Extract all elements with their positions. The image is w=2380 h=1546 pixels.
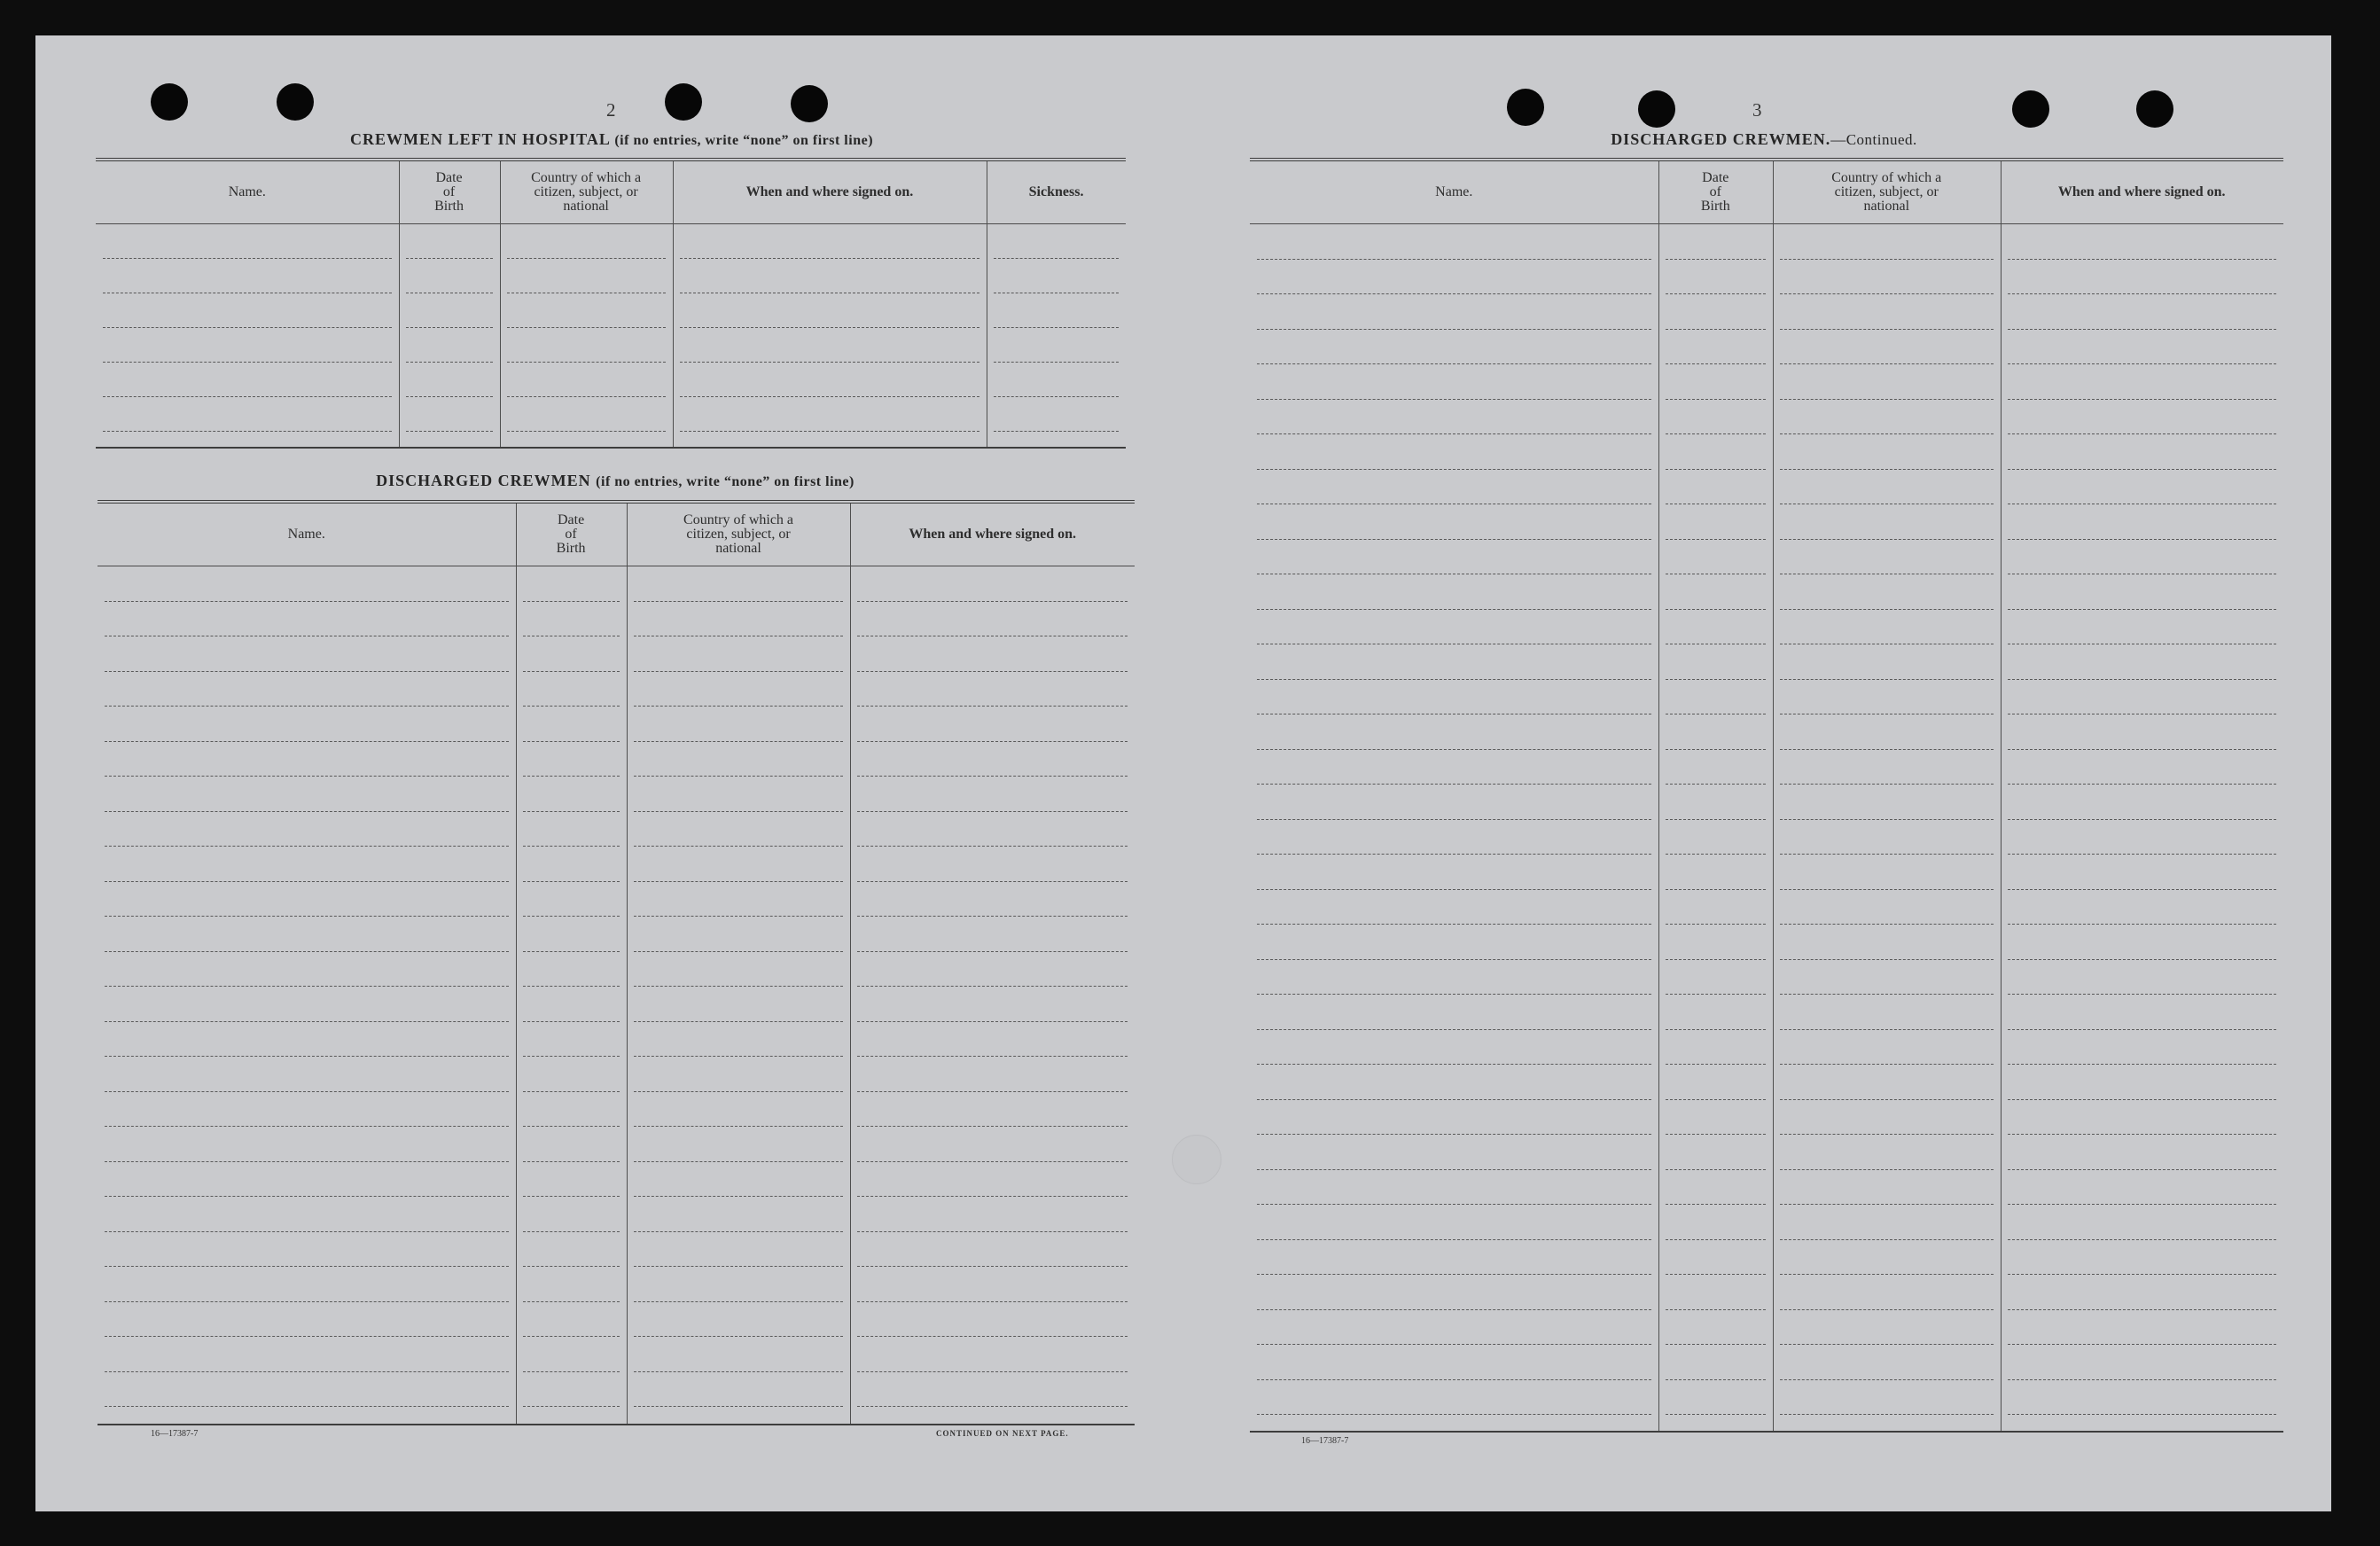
entry-line[interactable] <box>523 671 620 672</box>
entry-line[interactable] <box>1780 784 1994 785</box>
entry-line[interactable] <box>1257 399 1651 400</box>
entry-line[interactable] <box>2008 433 2276 434</box>
entry-line[interactable] <box>105 1021 509 1022</box>
entry-line[interactable] <box>1257 1309 1651 1310</box>
entry-line[interactable] <box>1257 1064 1651 1065</box>
entry-line[interactable] <box>857 951 1128 952</box>
entry-line[interactable] <box>105 741 509 742</box>
entry-line[interactable] <box>1257 1169 1651 1170</box>
entry-line[interactable] <box>523 1091 620 1092</box>
entry-line[interactable] <box>406 327 493 328</box>
entry-line[interactable] <box>857 811 1128 812</box>
entry-line[interactable] <box>507 362 666 363</box>
entry-line[interactable] <box>2008 1379 2276 1380</box>
entry-line[interactable] <box>1666 959 1766 960</box>
entry-line[interactable] <box>1257 469 1651 470</box>
column-header-signed: When and where signed on. <box>745 184 914 199</box>
document-sheet <box>35 35 2331 1511</box>
entry-line[interactable] <box>105 601 509 602</box>
entry-line[interactable] <box>2008 1064 2276 1065</box>
entry-line[interactable] <box>634 1301 844 1302</box>
entry-line[interactable] <box>523 1161 620 1162</box>
entry-line[interactable] <box>857 916 1128 917</box>
entry-line[interactable] <box>105 1091 509 1092</box>
entry-line[interactable] <box>1666 1274 1766 1275</box>
entry-line[interactable] <box>523 881 620 882</box>
column-divider <box>1773 161 1774 1431</box>
entry-line[interactable] <box>857 1231 1128 1232</box>
entry-line[interactable] <box>105 881 509 882</box>
column-header-country: Country of which a citizen, subject, or national <box>683 512 794 556</box>
column-divider <box>2001 161 2002 1431</box>
entry-line[interactable] <box>634 951 844 952</box>
entry-line[interactable] <box>857 601 1128 602</box>
entry-line[interactable] <box>105 846 509 847</box>
punch-hole <box>791 85 828 122</box>
entry-line[interactable] <box>680 431 979 432</box>
entry-line[interactable] <box>103 431 392 432</box>
discharged-continued-suffix: —Continued. <box>1830 131 1917 148</box>
entry-line[interactable] <box>1666 1099 1766 1100</box>
entry-line[interactable] <box>634 1126 844 1127</box>
entry-line[interactable] <box>1666 994 1766 995</box>
entry-line[interactable] <box>2008 1309 2276 1310</box>
entry-line[interactable] <box>634 1161 844 1162</box>
punch-hole <box>2012 90 2049 128</box>
discharged-title-instruction: (if no entries, write “none” on first line) <box>596 474 854 489</box>
entry-line[interactable] <box>1780 1169 1994 1170</box>
entry-line[interactable] <box>1666 1134 1766 1135</box>
entry-line[interactable] <box>523 601 620 602</box>
entry-line[interactable] <box>523 811 620 812</box>
discharged-continued-title <box>1365 130 2163 149</box>
entry-line[interactable] <box>857 1021 1128 1022</box>
entry-line[interactable] <box>1666 1204 1766 1205</box>
entry-line[interactable] <box>1780 1064 1994 1065</box>
entry-line[interactable] <box>1666 1169 1766 1170</box>
entry-line[interactable] <box>523 1196 620 1197</box>
entry-line[interactable] <box>105 1126 509 1127</box>
entry-line[interactable] <box>634 1336 844 1337</box>
entry-line[interactable] <box>406 431 493 432</box>
entry-line[interactable] <box>1666 293 1766 294</box>
entry-line[interactable] <box>1666 1379 1766 1380</box>
entry-line[interactable] <box>1666 679 1766 680</box>
entry-line[interactable] <box>1257 889 1651 890</box>
entry-line[interactable] <box>1257 293 1651 294</box>
hospital-section-title <box>124 130 1099 149</box>
entry-line[interactable] <box>103 362 392 363</box>
entry-line[interactable] <box>507 327 666 328</box>
entry-line[interactable] <box>523 1126 620 1127</box>
entry-line[interactable] <box>105 1196 509 1197</box>
entry-line[interactable] <box>2008 1239 2276 1240</box>
entry-line[interactable] <box>2008 1099 2276 1100</box>
entry-line[interactable] <box>507 396 666 397</box>
entry-line[interactable] <box>1780 819 1994 820</box>
entry-line[interactable] <box>2008 259 2276 260</box>
entry-line[interactable] <box>857 1371 1128 1372</box>
punch-hole <box>277 83 314 121</box>
punch-hole <box>665 83 702 121</box>
discharged-table <box>98 500 1135 1424</box>
hospital-title-instruction: (if no entries, write “none” on first line) <box>614 133 874 148</box>
entry-line[interactable] <box>634 1406 844 1407</box>
entry-line[interactable] <box>857 671 1128 672</box>
entry-line[interactable] <box>2008 293 2276 294</box>
entry-line[interactable] <box>1780 1239 1994 1240</box>
entry-line[interactable] <box>1780 959 1994 960</box>
entry-line[interactable] <box>2008 1029 2276 1030</box>
entry-line[interactable] <box>103 396 392 397</box>
column-header-country: Country of which a citizen, subject, or national <box>531 170 642 214</box>
entry-line[interactable] <box>1780 609 1994 610</box>
entry-line[interactable] <box>994 258 1119 259</box>
entry-line[interactable] <box>1780 259 1994 260</box>
entry-line[interactable] <box>857 1091 1128 1092</box>
faint-punch-mark <box>1172 1135 1221 1184</box>
hospital-title-text: CREWMEN LEFT IN HOSPITAL <box>349 130 610 148</box>
entry-line[interactable] <box>1780 924 1994 925</box>
entry-line[interactable] <box>857 1406 1128 1407</box>
entry-line[interactable] <box>507 258 666 259</box>
entry-line[interactable] <box>1666 889 1766 890</box>
entry-line[interactable] <box>634 846 844 847</box>
entry-line[interactable] <box>857 1196 1128 1197</box>
entry-line[interactable] <box>105 1406 509 1407</box>
entry-line[interactable] <box>105 986 509 987</box>
entry-line[interactable] <box>2008 609 2276 610</box>
entry-line[interactable] <box>523 776 620 777</box>
entry-line[interactable] <box>105 1161 509 1162</box>
entry-line[interactable] <box>1257 1029 1651 1030</box>
entry-line[interactable] <box>1666 399 1766 400</box>
entry-line[interactable] <box>1666 819 1766 820</box>
entry-line[interactable] <box>1780 1099 1994 1100</box>
column-header-dob: Date of Birth <box>556 512 586 556</box>
entry-line[interactable] <box>1257 1204 1651 1205</box>
entry-line[interactable] <box>634 811 844 812</box>
entry-line[interactable] <box>105 1231 509 1232</box>
entry-line[interactable] <box>1666 539 1766 540</box>
entry-line[interactable] <box>406 396 493 397</box>
entry-line[interactable] <box>523 1406 620 1407</box>
entry-line[interactable] <box>1780 854 1994 855</box>
entry-line[interactable] <box>634 916 844 917</box>
entry-line[interactable] <box>634 706 844 707</box>
entry-line[interactable] <box>634 1021 844 1022</box>
entry-line[interactable] <box>1780 363 1994 364</box>
entry-line[interactable] <box>2008 329 2276 330</box>
entry-line[interactable] <box>2008 924 2276 925</box>
entry-line[interactable] <box>523 706 620 707</box>
discharged-section-title <box>128 472 1103 490</box>
column-divider <box>516 504 517 1424</box>
entry-line[interactable] <box>634 601 844 602</box>
entry-line[interactable] <box>634 776 844 777</box>
entry-line[interactable] <box>994 327 1119 328</box>
entry-line[interactable] <box>1666 1309 1766 1310</box>
entry-line[interactable] <box>1257 924 1651 925</box>
entry-line[interactable] <box>1257 1239 1651 1240</box>
entry-line[interactable] <box>1666 609 1766 610</box>
entry-line[interactable] <box>1666 749 1766 750</box>
entry-line[interactable] <box>105 671 509 672</box>
entry-line[interactable] <box>680 258 979 259</box>
entry-line[interactable] <box>523 846 620 847</box>
entry-line[interactable] <box>1257 679 1651 680</box>
entry-line[interactable] <box>1780 1309 1994 1310</box>
entry-line[interactable] <box>1780 433 1994 434</box>
entry-line[interactable] <box>994 431 1119 432</box>
entry-line[interactable] <box>507 431 666 432</box>
entry-line[interactable] <box>2008 819 2276 820</box>
entry-line[interactable] <box>1257 959 1651 960</box>
column-divider <box>399 161 400 447</box>
column-header-signed: When and where signed on. <box>2057 184 2226 199</box>
punch-hole <box>151 83 188 121</box>
entry-line[interactable] <box>2008 749 2276 750</box>
page-number-right: 3 <box>1752 99 1762 121</box>
entry-line[interactable] <box>105 811 509 812</box>
entry-line[interactable] <box>1666 433 1766 434</box>
entry-line[interactable] <box>406 362 493 363</box>
table-bottom-rule <box>98 1424 1135 1425</box>
discharged-title-text: DISCHARGED CREWMEN <box>376 472 591 489</box>
entry-line[interactable] <box>523 1056 620 1057</box>
entry-line[interactable] <box>1666 1414 1766 1415</box>
entry-line[interactable] <box>2008 889 2276 890</box>
form-number-right: 16—17387-7 <box>1301 1436 1349 1446</box>
entry-line[interactable] <box>1257 819 1651 820</box>
punch-hole <box>1638 90 1675 128</box>
entry-line[interactable] <box>857 1126 1128 1127</box>
entry-line[interactable] <box>1780 889 1994 890</box>
entry-line[interactable] <box>634 1266 844 1267</box>
entry-line[interactable] <box>1780 1379 1994 1380</box>
column-header-country: Country of which a citizen, subject, or national <box>1831 170 1942 214</box>
entry-line[interactable] <box>523 1266 620 1267</box>
entry-line[interactable] <box>857 1266 1128 1267</box>
entry-line[interactable] <box>105 916 509 917</box>
entry-line[interactable] <box>634 671 844 672</box>
entry-line[interactable] <box>1666 784 1766 785</box>
entry-line[interactable] <box>2008 959 2276 960</box>
entry-line[interactable] <box>1257 854 1651 855</box>
entry-line[interactable] <box>1666 854 1766 855</box>
column-divider <box>1658 161 1659 1431</box>
entry-line[interactable] <box>105 1336 509 1337</box>
entry-line[interactable] <box>523 1301 620 1302</box>
entry-line[interactable] <box>1666 329 1766 330</box>
entry-line[interactable] <box>1666 924 1766 925</box>
discharged-continued-title-text: DISCHARGED CREWMEN. <box>1611 130 1831 148</box>
entry-line[interactable] <box>1666 363 1766 364</box>
entry-line[interactable] <box>1257 1099 1651 1100</box>
entry-line[interactable] <box>1780 399 1994 400</box>
form-number-left: 16—17387-7 <box>151 1429 199 1439</box>
entry-line[interactable] <box>1257 749 1651 750</box>
entry-line[interactable] <box>1257 363 1651 364</box>
entry-line[interactable] <box>1257 994 1651 995</box>
entry-line[interactable] <box>1780 749 1994 750</box>
entry-line[interactable] <box>680 362 979 363</box>
column-header-name: Name. <box>287 527 325 542</box>
entry-line[interactable] <box>857 986 1128 987</box>
entry-line[interactable] <box>1780 539 1994 540</box>
entry-line[interactable] <box>1257 433 1651 434</box>
entry-line[interactable] <box>105 1301 509 1302</box>
entry-line[interactable] <box>634 1196 844 1197</box>
entry-line[interactable] <box>2008 854 2276 855</box>
column-divider <box>627 504 628 1424</box>
entry-line[interactable] <box>103 327 392 328</box>
entry-line[interactable] <box>1780 994 1994 995</box>
entry-line[interactable] <box>1666 469 1766 470</box>
entry-line[interactable] <box>1257 1379 1651 1380</box>
entry-line[interactable] <box>1257 1274 1651 1275</box>
column-header-sickness: Sickness. <box>1028 184 1084 199</box>
entry-line[interactable] <box>994 396 1119 397</box>
entry-line[interactable] <box>103 258 392 259</box>
entry-line[interactable] <box>2008 1274 2276 1275</box>
entry-line[interactable] <box>857 846 1128 847</box>
entry-line[interactable] <box>2008 469 2276 470</box>
hospital-table <box>96 158 1126 447</box>
entry-line[interactable] <box>1666 1344 1766 1345</box>
entry-line[interactable] <box>857 1301 1128 1302</box>
entry-line[interactable] <box>680 327 979 328</box>
table-bottom-rule <box>1250 1431 2283 1433</box>
entry-line[interactable] <box>1257 1134 1651 1135</box>
entry-line[interactable] <box>634 881 844 882</box>
entry-line[interactable] <box>1257 1414 1651 1415</box>
entry-line[interactable] <box>105 706 509 707</box>
column-header-signed: When and where signed on. <box>909 527 1077 542</box>
column-header-dob: Date of Birth <box>434 170 464 214</box>
entry-line[interactable] <box>2008 1134 2276 1135</box>
entry-line[interactable] <box>634 1091 844 1092</box>
entry-line[interactable] <box>2008 1169 2276 1170</box>
entry-line[interactable] <box>2008 784 2276 785</box>
entry-line[interactable] <box>1780 1134 1994 1135</box>
discharged-continued-table <box>1250 158 2283 1431</box>
entry-line[interactable] <box>994 362 1119 363</box>
entry-line[interactable] <box>105 776 509 777</box>
table-bottom-rule <box>96 447 1126 449</box>
entry-line[interactable] <box>1257 784 1651 785</box>
entry-line[interactable] <box>1257 609 1651 610</box>
entry-line[interactable] <box>2008 399 2276 400</box>
entry-line[interactable] <box>2008 994 2276 995</box>
entry-line[interactable] <box>523 1021 620 1022</box>
entry-line[interactable] <box>857 1336 1128 1337</box>
entry-line[interactable] <box>1780 1414 1994 1415</box>
entry-line[interactable] <box>2008 539 2276 540</box>
entry-line[interactable] <box>1780 469 1994 470</box>
entry-line[interactable] <box>105 951 509 952</box>
column-divider <box>850 504 851 1424</box>
entry-line[interactable] <box>1666 1029 1766 1030</box>
entry-line[interactable] <box>1780 679 1994 680</box>
punch-hole <box>1507 89 1544 126</box>
entry-line[interactable] <box>523 916 620 917</box>
page-number-left: 2 <box>606 99 616 121</box>
entry-line[interactable] <box>1780 329 1994 330</box>
entry-line[interactable] <box>634 1056 844 1057</box>
entry-line[interactable] <box>680 396 979 397</box>
entry-line[interactable] <box>523 951 620 952</box>
entry-line[interactable] <box>857 776 1128 777</box>
entry-line[interactable] <box>2008 363 2276 364</box>
entry-line[interactable] <box>1666 259 1766 260</box>
entry-line[interactable] <box>2008 679 2276 680</box>
entry-line[interactable] <box>2008 1344 2276 1345</box>
entry-line[interactable] <box>2008 1204 2276 1205</box>
entry-line[interactable] <box>1666 1064 1766 1065</box>
entry-line[interactable] <box>1666 1239 1766 1240</box>
entry-line[interactable] <box>523 741 620 742</box>
entry-line[interactable] <box>105 1371 509 1372</box>
entry-line[interactable] <box>1780 293 1994 294</box>
entry-line[interactable] <box>857 706 1128 707</box>
entry-line[interactable] <box>523 1371 620 1372</box>
entry-line[interactable] <box>1780 1274 1994 1275</box>
column-header-name: Name. <box>1435 184 1473 199</box>
entry-line[interactable] <box>105 1056 509 1057</box>
entry-line[interactable] <box>406 258 493 259</box>
entry-line[interactable] <box>523 1231 620 1232</box>
entry-line[interactable] <box>634 1231 844 1232</box>
column-header-name: Name. <box>228 184 266 199</box>
column-divider <box>673 161 674 447</box>
entry-line[interactable] <box>634 986 844 987</box>
entry-line[interactable] <box>105 1266 509 1267</box>
entry-line[interactable] <box>1257 539 1651 540</box>
column-header-dob: Date of Birth <box>1700 170 1730 214</box>
entry-line[interactable] <box>634 1371 844 1372</box>
entry-line[interactable] <box>1257 329 1651 330</box>
entry-line[interactable] <box>857 1056 1128 1057</box>
entry-line[interactable] <box>1780 1344 1994 1345</box>
entry-line[interactable] <box>857 881 1128 882</box>
entry-line[interactable] <box>2008 1414 2276 1415</box>
entry-line[interactable] <box>523 986 620 987</box>
entry-line[interactable] <box>1257 259 1651 260</box>
entry-line[interactable] <box>857 741 1128 742</box>
entry-line[interactable] <box>1780 1204 1994 1205</box>
entry-line[interactable] <box>1780 1029 1994 1030</box>
entry-line[interactable] <box>1257 1344 1651 1345</box>
entry-line[interactable] <box>523 1336 620 1337</box>
entry-line[interactable] <box>634 741 844 742</box>
punch-hole <box>2136 90 2173 128</box>
continued-on-next-page: CONTINUED ON NEXT PAGE. <box>936 1429 1069 1438</box>
column-divider <box>500 161 501 447</box>
entry-line[interactable] <box>857 1161 1128 1162</box>
